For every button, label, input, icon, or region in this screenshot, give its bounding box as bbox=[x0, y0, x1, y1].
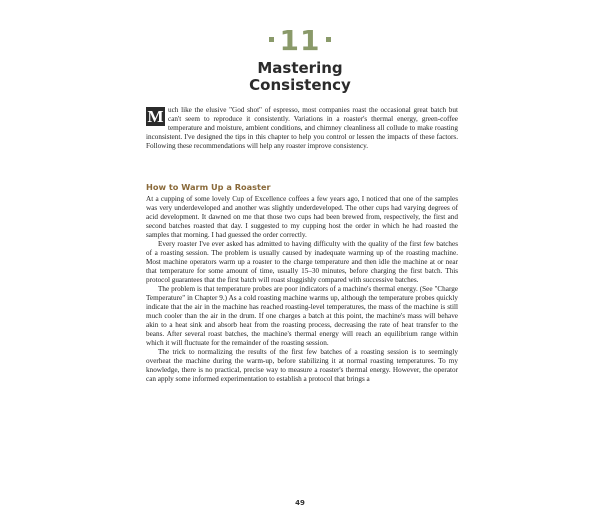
section-paragraph-4: The trick to normalizing the results of the first few batches of a roasting session is to seemingly overheat the machine during the warm-up, before stabilizing it at normal roasting temperatures. To my knowledge, there is no practical, precise way to measure a roaster's thermal energy. However, the operator can apply some informed experimentation to establish a protocol that brings a bbox=[146, 348, 458, 383]
section-paragraph-2: Every roaster I've ever asked has admitted to having difficulty with the quality of the first few batches of a roasting session. The problem is usually caused by inadequate warming up of the roasting machine. Most machine operators warm up a roaster to the charge temperature and then idle the machine at or near that temperature for some amount of time, usually 15–30 minutes, before charging the first batch. This protocol guarantees that the first batch will roast sluggishly compared with successive batches. bbox=[146, 240, 458, 284]
intro-text: uch like the elusive "God shot" of espresso, most companies roast the occasional great batch but can't seem to reproduce it consistently. Variations in a roaster's thermal energy, green-coffee temperature and moisture, ambient conditions, and chimney cleanliness all collude to make roasting inconsistent. I've designed the tips in this chapter to help you control or lessen the impacts of these factors. Following these recommendations will help any roaster improve consistency. bbox=[146, 106, 458, 150]
section-paragraph-1: At a cupping of some lovely Cup of Excellence coffees a few years ago, I noticed that one of the samples was very underdeveloped and another was slightly underdeveloped. The other cups had varying degrees of acid development. It dawned on me that those two cups had been brewed from, respectively, the first and second batches roasted that day. I suggested to my cupping host the order in which he had roasted the samples that morning. I had guessed the order correctly. bbox=[146, 195, 458, 239]
chapter-number bbox=[0, 26, 600, 56]
section-paragraph-3: The problem is that temperature probes are poor indicators of a machine's thermal energy. (See "Charge Temperature" in Chapter 9.) As a cold roasting machine warms up, although the temperature probes quickly indicate that the air in the machine has reached roasting-level temperatures, the mass of the machine is still much cooler than the air in the drum. If one charges a batch at this point, the machine's mass will behave akin to a heat sink and absorb heat from the roasting process, decreasing the rate of heat transfer to the beans. After several roast batches, the machine's thermal energy will reach an equilibrium range within which it will fluctuate for the remainder of the roasting session. bbox=[146, 285, 458, 347]
section-heading: How to Warm Up a Roaster bbox=[146, 182, 271, 192]
chapter-title-line1: Mastering bbox=[257, 59, 343, 77]
section-body bbox=[146, 195, 458, 384]
intro-paragraph bbox=[146, 106, 458, 151]
right-square-ornament bbox=[326, 37, 331, 42]
chapter-number-text: 11 bbox=[279, 24, 321, 57]
left-square-ornament bbox=[269, 37, 274, 42]
chapter-title-line2: Consistency bbox=[249, 76, 351, 94]
drop-cap: M bbox=[147, 107, 164, 126]
chapter-title bbox=[0, 60, 600, 94]
page-number: 49 bbox=[295, 499, 305, 507]
